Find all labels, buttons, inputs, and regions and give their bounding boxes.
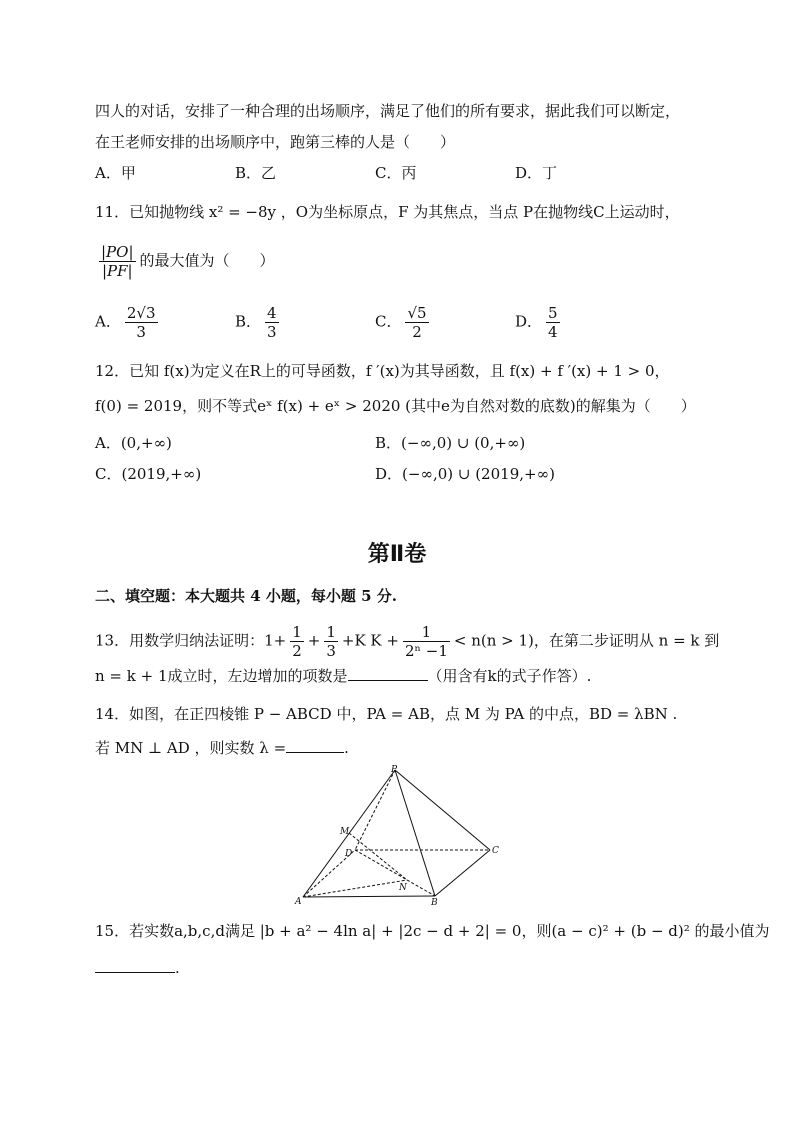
q11-option-a: A． $\frac{2√3}{3}$ bbox=[95, 304, 156, 341]
q10-option-c: C．丙 bbox=[375, 164, 417, 182]
q10-option-a: A．甲 bbox=[95, 164, 136, 182]
q11-line1: 11．已知抛物线 x² = −8y ，O为坐标原点，F 为其焦点，当点 P在抛物线C上运动时， bbox=[95, 203, 680, 221]
q10-option-b: B．乙 bbox=[235, 164, 277, 182]
q11-option-d: D． $\frac{5}{4}$ bbox=[515, 304, 558, 341]
label-n: N bbox=[399, 883, 407, 893]
label-d: D bbox=[345, 849, 353, 859]
q14-answer-blank[interactable] bbox=[286, 738, 344, 753]
q12-option-d: D．(−∞,0) ∪ (2019,+∞) bbox=[375, 465, 555, 483]
label-p: P bbox=[391, 765, 398, 775]
q11-option-b: B． $\frac{4}{3}$ bbox=[235, 304, 277, 341]
q14-line2: 若 MN ⊥ AD ，则实数 λ = . bbox=[95, 739, 349, 757]
q12-line2: f(0) = 2019，则不等式eˣ f(x) + eˣ > 2020 (其中e为自然对数的底数)的解集为（ ） bbox=[95, 397, 696, 415]
q12-option-a: A．(0,+∞) bbox=[95, 434, 172, 452]
label-m: M bbox=[340, 827, 350, 837]
q13-answer-blank[interactable] bbox=[348, 666, 428, 681]
q11-ratio-fraction: $\frac{|PO|}{|PF|}$ bbox=[101, 243, 134, 280]
q15-line1: 15．若实数a,b,c,d满足 |b + a² − 4ln a| + |2c − d + 2| = 0，则(a − c)² + (b − d)² 的最小值为 bbox=[95, 922, 770, 940]
section2-heading: 二、填空题：本大题共 4 小题，每小题 5 分. bbox=[95, 587, 397, 605]
q12-option-b: B．(−∞,0) ∪ (0,+∞) bbox=[375, 434, 526, 452]
q10-line2: 在王老师安排的出场顺序中，跑第三棒的人是（ ） bbox=[95, 133, 456, 151]
q10-line1: 四人的对话，安排了一种合理的出场顺序，满足了他们的所有要求，据此我们可以断定， bbox=[95, 102, 681, 120]
q12-option-c: C．(2019,+∞) bbox=[95, 465, 202, 483]
label-a: A bbox=[295, 897, 302, 907]
q15-line2: . bbox=[95, 958, 180, 978]
pyramid-figure bbox=[285, 762, 510, 907]
q12-line1: 12．已知 f(x)为定义在R上的可导函数，f ′(x)为其导函数，且 f(x) + f ′(x) + 1 > 0， bbox=[95, 362, 670, 380]
q14-line1: 14．如图，在正四棱锥 P − ABCD 中，PA = AB，点 M 为 PA 的中点，BD = λBN . bbox=[95, 705, 678, 723]
q13-line1: 13．用数学归纳法证明：1+ $\frac{1}{2}$ + $\frac{1}{3}$ +K K + $\frac{1}{\text{2ⁿ −1}}$ < n(n > 1)，在第二步证明从 n = k 到 bbox=[95, 623, 720, 660]
label-b: B bbox=[431, 898, 438, 907]
part2-title: 第Ⅱ卷 bbox=[367, 542, 427, 567]
q13-line2: n = k + 1成立时，左边增加的项数是 （用含有k的式子作答）. bbox=[95, 667, 592, 685]
q11-option-c: C． $\frac{√5}{2}$ bbox=[375, 304, 427, 341]
label-c: C bbox=[492, 846, 499, 856]
q15-answer-blank[interactable] bbox=[95, 958, 175, 973]
q10-option-d: D．丁 bbox=[515, 164, 558, 182]
q11-line2: $\frac{|PO|}{|PF|}$ 的最大值为（ ） bbox=[101, 243, 275, 280]
